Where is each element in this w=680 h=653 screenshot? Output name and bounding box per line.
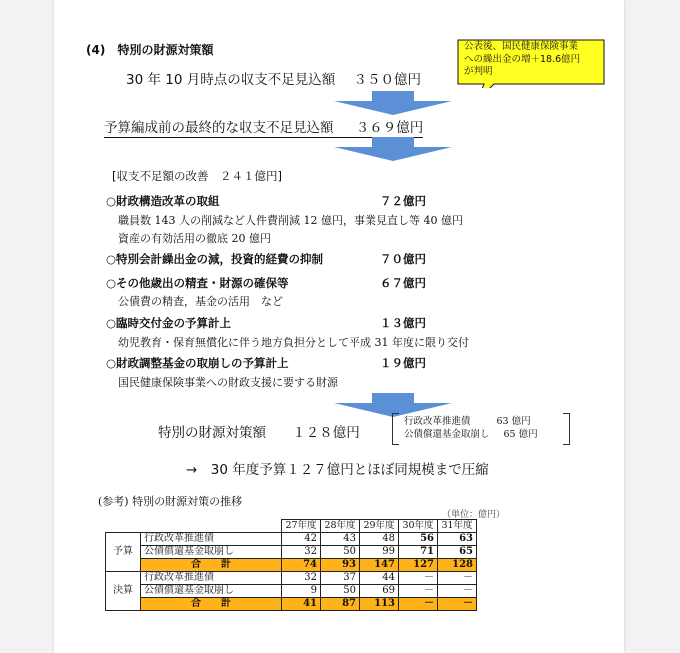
table-row xyxy=(106,546,477,559)
reference-title: (参考) 特別の財源対策の推移 xyxy=(98,495,243,508)
final-shortfall xyxy=(104,116,423,138)
item-value: １３億円 xyxy=(380,316,426,330)
cell: 63 xyxy=(438,533,477,546)
callout-line: が判明 xyxy=(464,66,493,77)
cell: 87 xyxy=(321,598,360,611)
final-value: ３６９億円 xyxy=(355,120,424,136)
cell: 48 xyxy=(360,533,399,546)
special-breakdown xyxy=(404,415,538,441)
section-number: (4) xyxy=(86,43,106,57)
group-label: 予算 xyxy=(106,533,141,572)
cell: 127 xyxy=(399,559,438,572)
special-value: １２８億円 xyxy=(292,425,360,441)
cell: 50 xyxy=(321,585,360,598)
row-label: 合 計 xyxy=(141,598,282,611)
row-label: 合 計 xyxy=(141,559,282,572)
cell: 71 xyxy=(399,546,438,559)
cell: － xyxy=(399,572,438,585)
october-value: ３５０億円 xyxy=(353,72,422,88)
cell: 128 xyxy=(438,559,477,572)
document-page xyxy=(54,0,624,653)
item-note: 職員数 143 人の削減など人件費削減 12 億円，事業見直し等 40 億円 xyxy=(118,214,463,227)
down-arrow-icon xyxy=(334,137,452,161)
year-header: 28年度 xyxy=(321,520,360,533)
row-label: 行政改革推進債 xyxy=(141,572,282,585)
item-value: ６７億円 xyxy=(380,276,426,290)
breakdown-label: 公債償還基金取崩し xyxy=(404,429,490,440)
row-label: 公債償還基金取崩し xyxy=(141,585,282,598)
cell: － xyxy=(438,598,477,611)
right-bracket xyxy=(563,413,570,445)
october-shortfall xyxy=(126,68,421,88)
table-header-row xyxy=(106,520,477,533)
left-bracket xyxy=(392,413,399,445)
item-value: １９億円 xyxy=(380,356,426,370)
breakdown-label: 行政改革推進債 xyxy=(404,416,471,427)
improvement-header: [収支不足額の改善 ２４１億円] xyxy=(112,169,282,183)
cell: 42 xyxy=(282,533,321,546)
total-row xyxy=(106,559,477,572)
history-table xyxy=(105,519,477,611)
cell: 65 xyxy=(438,546,477,559)
breakdown-value: 65 億円 xyxy=(503,429,538,440)
cell: 43 xyxy=(321,533,360,546)
down-arrow-icon xyxy=(334,91,452,115)
unit-label: （単位：億円） xyxy=(442,510,506,520)
callout-line: 公表後、国民健康保険事業 xyxy=(464,41,579,52)
october-label: 30 年 10 月時点の収支不足見込額 xyxy=(126,72,336,88)
row-label: 行政改革推進債 xyxy=(141,533,282,546)
row-label: 公債償還基金取崩し xyxy=(141,546,282,559)
cell: 74 xyxy=(282,559,321,572)
year-header: 27年度 xyxy=(282,520,321,533)
item-label: ○臨時交付金の予算計上 xyxy=(106,316,232,330)
final-label: 予算編成前の最終的な収支不足見込額 xyxy=(104,120,334,136)
cell: 93 xyxy=(321,559,360,572)
cell: 37 xyxy=(321,572,360,585)
special-label: 特別の財源対策額 xyxy=(158,425,266,441)
cell: 32 xyxy=(282,572,321,585)
cell: 113 xyxy=(360,598,399,611)
cell: 9 xyxy=(282,585,321,598)
item-note: 幼児教育・保育無償化に伴う地方負担分として平成 31 年度に限り交付 xyxy=(118,336,469,349)
item-note: 国民健康保険事業への財政支援に要する財源 xyxy=(118,376,338,389)
section-title: 特別の財源対策額 xyxy=(117,43,214,57)
cell: 99 xyxy=(360,546,399,559)
item-label: ○その他歳出の精査・財源の確保等 xyxy=(106,276,289,290)
table-row xyxy=(106,572,477,585)
cell: 50 xyxy=(321,546,360,559)
callout-line: への繰出金の増＋18.6億円 xyxy=(464,53,581,65)
year-header: 30年度 xyxy=(399,520,438,533)
item-label: ○財政構造改革の取組 xyxy=(106,194,220,208)
conclusion: → 30 年度予算１２７億円とほぼ同規模まで圧縮 xyxy=(186,462,489,478)
breakdown-value: 63 億円 xyxy=(496,416,531,427)
item-label: ○特別会計繰出金の減，投資的経費の抑制 xyxy=(106,252,324,266)
year-header: 31年度 xyxy=(438,520,477,533)
item-label: ○財政調整基金の取崩しの予算計上 xyxy=(106,356,289,370)
cell: 32 xyxy=(282,546,321,559)
item-value: ７０億円 xyxy=(380,252,426,266)
cell: 44 xyxy=(360,572,399,585)
cell: － xyxy=(399,598,438,611)
item-note: 公債費の精査，基金の活用 など xyxy=(118,295,283,308)
table-row xyxy=(106,533,477,546)
cell: 41 xyxy=(282,598,321,611)
cell: － xyxy=(438,572,477,585)
year-header: 29年度 xyxy=(360,520,399,533)
cell: － xyxy=(438,585,477,598)
item-value: ７２億円 xyxy=(380,194,426,208)
callout-text xyxy=(464,41,580,79)
cell: 69 xyxy=(360,585,399,598)
item-note: 資産の有効活用の徹底 20 億円 xyxy=(118,232,271,245)
group-label: 決算 xyxy=(106,572,141,611)
cell: 56 xyxy=(399,533,438,546)
cell: 147 xyxy=(360,559,399,572)
cell: － xyxy=(399,585,438,598)
section-heading xyxy=(86,41,214,58)
total-row xyxy=(106,598,477,611)
special-measure xyxy=(158,421,360,441)
table-row xyxy=(106,585,477,598)
